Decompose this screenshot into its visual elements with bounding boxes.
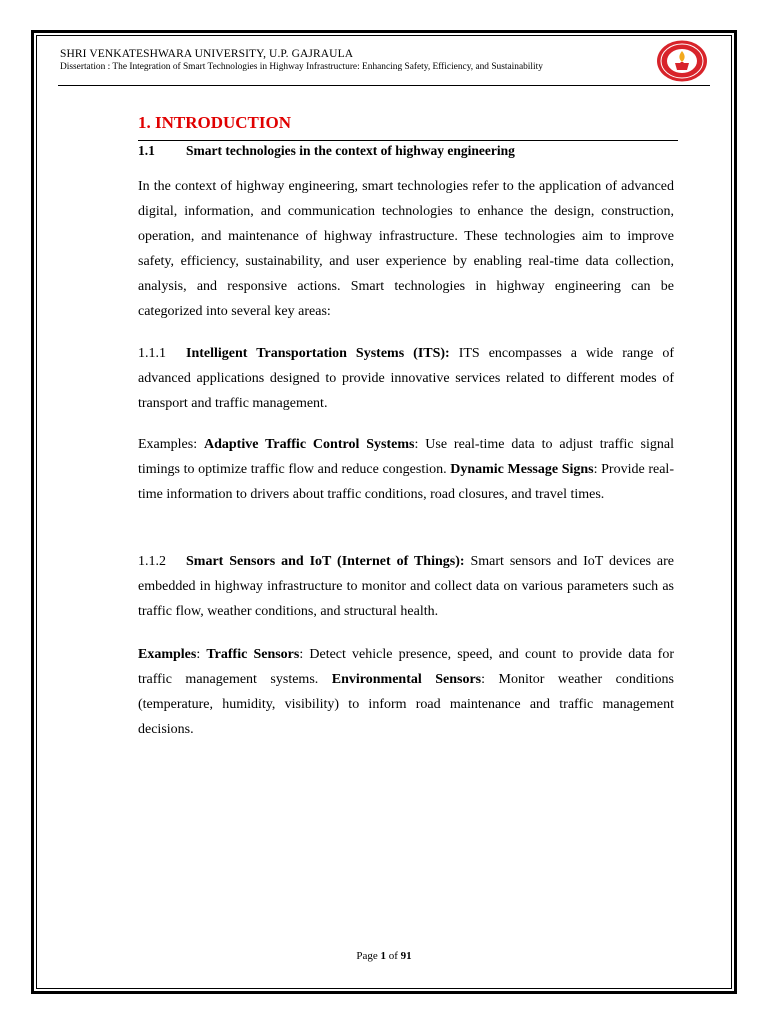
subsection-heading [138, 140, 678, 159]
examples-label: Examples: [138, 437, 204, 452]
page-total: 91 [400, 950, 412, 962]
its-paragraph [138, 341, 674, 416]
iot-text: Smart sensors and IoT devices are embedded in highway infrastructure to monitor and collect data on various parameters such as traffic flow, weather conditions, and structural health. [138, 554, 675, 619]
dynamic-message-term: Dynamic Message Signs [450, 462, 594, 477]
page-footer [0, 950, 768, 962]
university-seal-icon [656, 39, 708, 83]
page-word: Page [356, 950, 381, 962]
iot-title: Smart Sensors and IoT (Internet of Things): [186, 554, 465, 569]
its-text: ITS encompasses a wide range of advanced applications designed to provide innovative services related to different modes of transport and traffic management. [138, 346, 674, 411]
environmental-sensors-text: : Monitor weather conditions (temperature, humidity, visibility) to inform road maintenance and traffic management decisions. [138, 672, 674, 737]
traffic-sensors-text: : Detect vehicle presence, speed, and count to provide data for traffic management systems. [138, 647, 674, 687]
university-name: SHRI VENKATESHWARA UNIVERSITY, U.P. GAJRAULA [60, 48, 354, 60]
page-number: 1 [380, 950, 386, 962]
dissertation-title: Dissertation : The Integration of Smart Technologies in Highway Infrastructure: Enhancing Safety, Efficiency, and Sustainability [60, 62, 543, 72]
iot-number: 1.1.2 [138, 554, 166, 569]
header-divider [58, 85, 710, 86]
dynamic-message-text: : Provide real-time information to drivers about traffic conditions, road closures, and travel times. [138, 462, 674, 502]
its-number: 1.1.1 [138, 346, 166, 361]
adaptive-traffic-text: : Use real-time data to adjust traffic signal timings to optimize traffic flow and reduce congestion. [138, 437, 674, 477]
traffic-sensors-term: Traffic Sensors [206, 647, 300, 662]
intro-paragraph: In the context of highway engineering, smart technologies refer to the application of advanced digital, information, and communication technologies to enhance the design, construction, operation, and maintenance of highway infrastructure. These technologies aim to improve safety, efficiency, sustainability, and user experience by enabling real-time data collection, analysis, and responsive actions. Smart technologies in highway engineering can be categorized into several key areas: [138, 179, 674, 319]
iot-paragraph [138, 549, 674, 624]
of-word: of [385, 950, 401, 962]
subsection-title: Smart technologies in the context of highway engineering [186, 143, 515, 158]
examples-colon: : [196, 647, 207, 662]
its-examples-paragraph [138, 432, 674, 507]
page-header [60, 47, 660, 73]
subsection-number: 1.1 [138, 143, 155, 158]
environmental-sensors-term: Environmental Sensors [331, 672, 482, 687]
section-title: 1. INTRODUCTION [138, 113, 292, 132]
page-content [138, 112, 675, 737]
adaptive-traffic-term: Adaptive Traffic Control Systems [204, 437, 415, 452]
iot-examples-paragraph [138, 642, 674, 742]
its-title: Intelligent Transportation Systems (ITS): [186, 346, 450, 361]
examples-label-bold: Examples [138, 647, 197, 662]
